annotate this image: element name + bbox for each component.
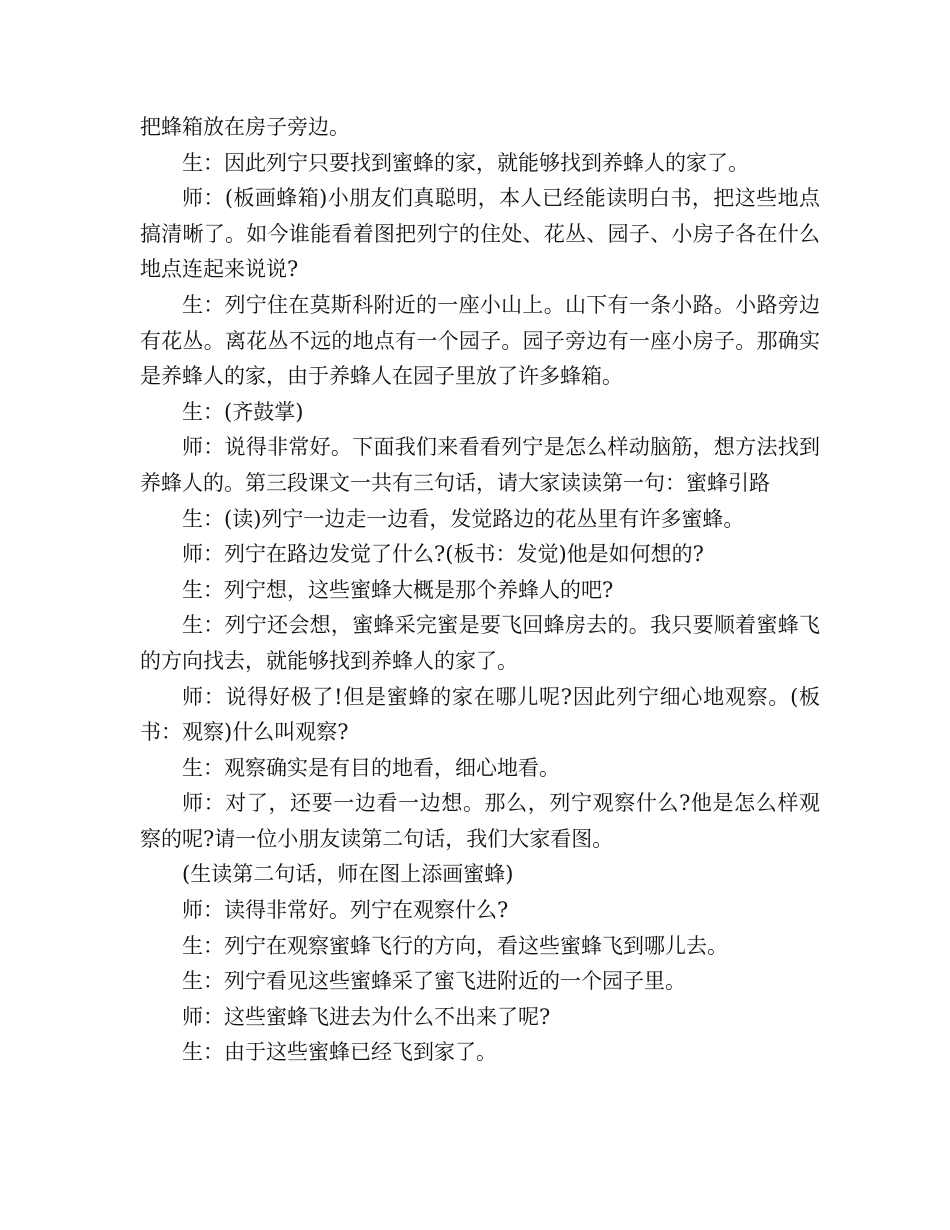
- paragraph: (生读第二句话，师在图上添画蜜蜂): [182, 862, 514, 887]
- paragraph: 生：(齐鼓掌): [182, 399, 304, 424]
- paragraph: 把蜂箱放在房子旁边。: [140, 115, 350, 139]
- paragraph: 生：列宁在观察蜜蜂飞行的方向，看这些蜜蜂飞到哪儿去。: [182, 933, 728, 958]
- paragraph: 生：列宁想，这些蜜蜂大概是那个养蜂人的吧?: [182, 577, 614, 602]
- document-body: [140, 110, 820, 1071]
- paragraph: 师：列宁在路边发觉了什么?(板书：发觉)他是如何想的?: [182, 542, 704, 567]
- paragraph: 师：(板画蜂箱)小朋友们真聪明，本人已经能读明白书，把这些地点搞清晰了。如今谁能看着图把列宁的住处、花丛、园子、小房子各在什么地点连起来说说?: [140, 186, 820, 282]
- paragraph: 师：这些蜜蜂飞进去为什么不出来了呢?: [182, 1004, 551, 1029]
- paragraph: 师：对了，还要一边看一边想。那么，列宁观察什么?他是怎么样观察的呢?请一位小朋友读第二句话，我们大家看图。: [140, 791, 820, 851]
- paragraph: 生：因此列宁只要找到蜜蜂的家，就能够找到养蜂人的家了。: [182, 150, 749, 175]
- paragraph: 生：列宁看见这些蜜蜂采了蜜飞进附近的一个园子里。: [182, 969, 686, 994]
- paragraph: 生：列宁还会想，蜜蜂采完蜜是要飞回蜂房去的。我只要顺着蜜蜂飞的方向找去，就能够找到养蜂人的家了。: [140, 613, 820, 673]
- paragraph: 生：(读)列宁一边走一边看，发觉路边的花丛里有许多蜜蜂。: [182, 506, 745, 531]
- paragraph: 师：读得非常好。列宁在观察什么?: [182, 898, 509, 923]
- paragraph: 生：列宁住在莫斯科附近的一座小山上。山下有一条小路。小路旁边有花丛。离花丛不远的地点有一个园子。园子旁边有一座小房子。那确实是养蜂人的家，由于养蜂人在园子里放了许多蜂箱。: [140, 292, 820, 389]
- paragraph: 生：观察确实是有目的地看，细心地看。: [182, 755, 560, 780]
- paragraph: 师：说得好极了!但是蜜蜂的家在哪儿呢?因此列宁细心地观察。(板书：观察)什么叫观察?: [140, 684, 820, 745]
- paragraph: 师：说得非常好。下面我们来看看列宁是怎么样动脑筋，想方法找到养蜂人的。第三段课文一共有三句话，请大家读读第一句：蜜蜂引路: [140, 435, 820, 495]
- paragraph: 生：由于这些蜜蜂已经飞到家了。: [182, 1040, 497, 1065]
